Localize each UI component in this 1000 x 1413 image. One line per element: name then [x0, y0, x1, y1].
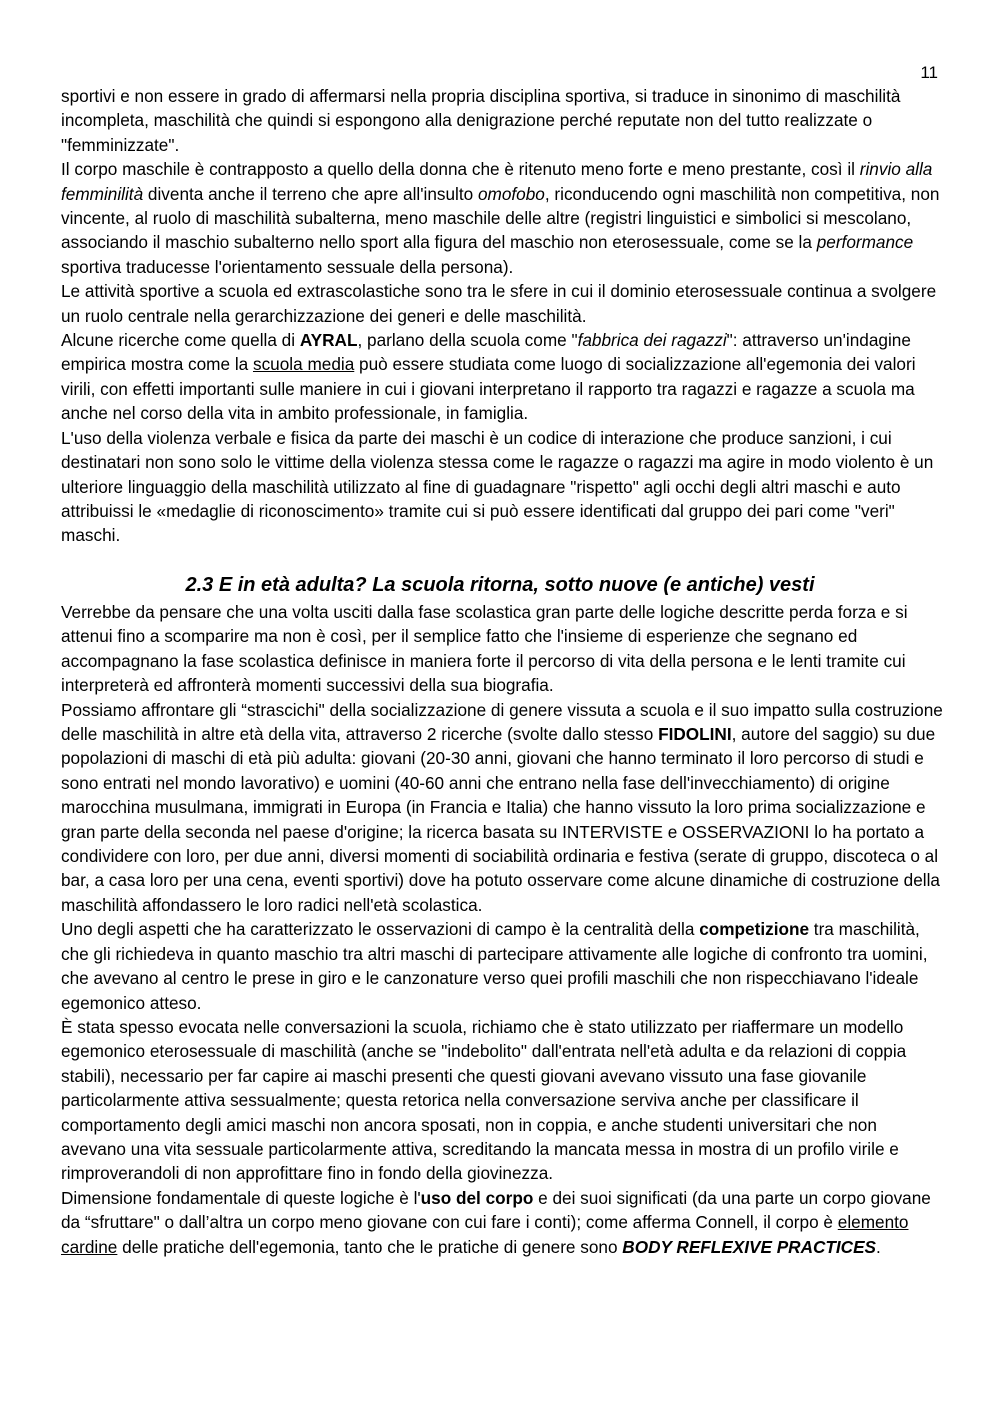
text-block-top	[61, 84, 945, 548]
paragraph-school-evoked: È stata spesso evocata nelle conversazioni la scuola, richiamo che è stato utilizzato per riaffermare un modello egemonico eterosessuale di maschilità (anche se "indebolito" dall'entrata nell'età adulta e da relazioni di coppia stabili), necessario per far capire ai maschi presenti che questi giovani avevano vissuto una fase giovanile particolarmente attiva sessualmente; questa retorica nella conversazione serviva anche per classificare il comportamento degli amici maschi non ancora sposati, non in coppia, e anche studenti universitari che non avevano una vita sessuale particolarmente attiva, screditando la mancata messa in mostra di un profilo virile e rimproverandoli di non approfittare fino in fondo della giovinezza.	[61, 1016, 907, 1184]
paragraph-ayral: Alcune ricerche come quella di AYRAL, parlano della scuola come "fabbrica dei ragazzi": attraverso un'indagine empirica mostra come la scuola media può essere studiata come luogo di socializzazione all'egemonia dei valori virili, con effetti importanti sulle maniere in cui i giovani interpretano il rapporto tra ragazzi e ragazze a scuola ma anche nel corso della vita in ambito professionale, in famiglia.	[61, 330, 916, 424]
bold-author: AYRAL	[299, 330, 358, 351]
bold-term: competizione	[699, 919, 810, 940]
paragraph-sport-activities: Le attività sportive a scuola ed extrascolastiche sono tra le sfere in cui il dominio eterosessuale continua a svolgere un ruolo centrale nella gerarchizzazione dei generi e delle maschilità.	[61, 281, 937, 326]
underlined-term: scuola media	[252, 354, 355, 375]
bold-author: FIDOLINI	[658, 724, 732, 745]
italic-term: omofobo	[477, 183, 545, 204]
section-heading: 2.3 E in età adulta? La scuola ritorna, sotto nuove (e antiche) vesti	[185, 574, 815, 596]
paragraph-fidolini: Possiamo affrontare gli “strascichi" della socializzazione di genere vissuta a scuola e il suo impatto sulla costruzione delle maschilità in altre età della vita, attraverso 2 ricerche (svolte dallo stesso FIDOLINI, autore del saggio) su due popolazioni di maschi di età più adulta: giovani (20-30 anni, giovani che hanno terminato il loro percorso di studi e sono entrati nel mondo lavorativo) e uomini (40-60 anni che entrano nella fase dell'invecchiamento) di origine marocchina musulmana, immigrati in Europa (in Francia e Italia) che hanno vissuto la loro prima socializzazione e gran parte della seconda nel paese d'origine; la ricerca basata su INTERVISTE e OSSERVAZIONI lo ha portato a condividere con loro, per due anni, diversi momenti di sociabilità ordinaria e festiva (serate di gruppo, discoteca o al bar, a casa loro per una cena, eventi sportivi) dove ha potuto osservare come alcune dinamiche di costruzione della maschilità affondassero le loro radici nell'età scolastica.	[61, 699, 943, 915]
paragraph-competition: Uno degli aspetti che ha caratterizzato le osservazioni di campo è la centralità della competizione tra maschilità, che gli richiedeva in quanto maschio tra altri maschi di partecipare attivamente alle logiche di confronto tra uomini, che avevano al centro le prese in giro e le canzonature verso quei profili maschili che non rispecchiavano l'ideale egemonico atteso.	[61, 919, 928, 1013]
page-number: 11	[920, 63, 938, 82]
paragraph-body-use: Dimensione fondamentale di queste logiche è l'uso del corpo e dei suoi significati (da una parte un corpo giovane da “sfruttare" o dall’altra un corpo meno giovane con cui fare i conti); come afferma Connell, il corpo è elemento cardine delle pratiche dell'egemonia, tanto che le pratiche di genere sono BODY REFLEXIVE PRACTICES.	[61, 1187, 931, 1257]
paragraph-sport-denigration: sportivi e non essere in grado di affermarsi nella propria disciplina sportiva, si traduce in sinonimo di maschilità incompleta, maschilità che quindi si espongono alla denigrazione perché reputate non del tutto realizzate o "femminizzate".	[61, 86, 901, 155]
underlined-term: elemento cardine	[61, 1212, 909, 1257]
bold-term: uso del corpo	[420, 1187, 534, 1208]
paragraph-male-body: Il corpo maschile è contrapposto a quello della donna che è ritenuto meno forte e meno prestante, così il rinvio alla femminilità diventa anche il terreno che apre all'insulto omofobo, riconducendo ogni maschilità non competitiva, non vincente, al ruolo di maschilità subalterna, meno maschile delle altre (registri linguistici e simbolici si mescolano, associando il maschio subalterno nello sport alla figura del maschio non eterosessuale, come se la performance sportiva traducesse l'orientamento sessuale della persona).	[61, 159, 940, 277]
paragraph-violence: L'uso della violenza verbale e fisica da parte dei maschi è un codice di interazione che produce sanzioni, i cui destinatari non sono solo le vittime della violenza stessa come le ragazze o ragazzi ma agire in modo violento è un ulteriore linguaggio della maschilità utilizzato al fine di guadagnare "rispetto" agli occhi degli altri maschi e auto attribuissi le «medaglie di riconoscimento» tramite cui si può essere identificati dal gruppo dei pari come "veri" maschi.	[61, 427, 934, 546]
paragraph-after-school: Verrebbe da pensare che una volta usciti dalla fase scolastica gran parte delle logiche descritte perda forza e si attenui fino a scomparire ma non è così, per il semplice fatto che l'insieme di esperienze che segnano ed accompagnano la fase scolastica definisce in maniera forte il percorso di vita della persona e le lenti tramite cui interpreterà ed affronterà momenti successivi della sua biografia.	[61, 602, 908, 696]
bold-italic-term: BODY REFLEXIVE PRACTICES	[622, 1236, 877, 1257]
italic-term: performance	[816, 232, 914, 253]
italic-term: fabbrica dei ragazzi	[577, 330, 727, 351]
italic-term: rinvio alla femminilità	[61, 159, 933, 204]
text-block-bottom	[61, 600, 945, 1259]
